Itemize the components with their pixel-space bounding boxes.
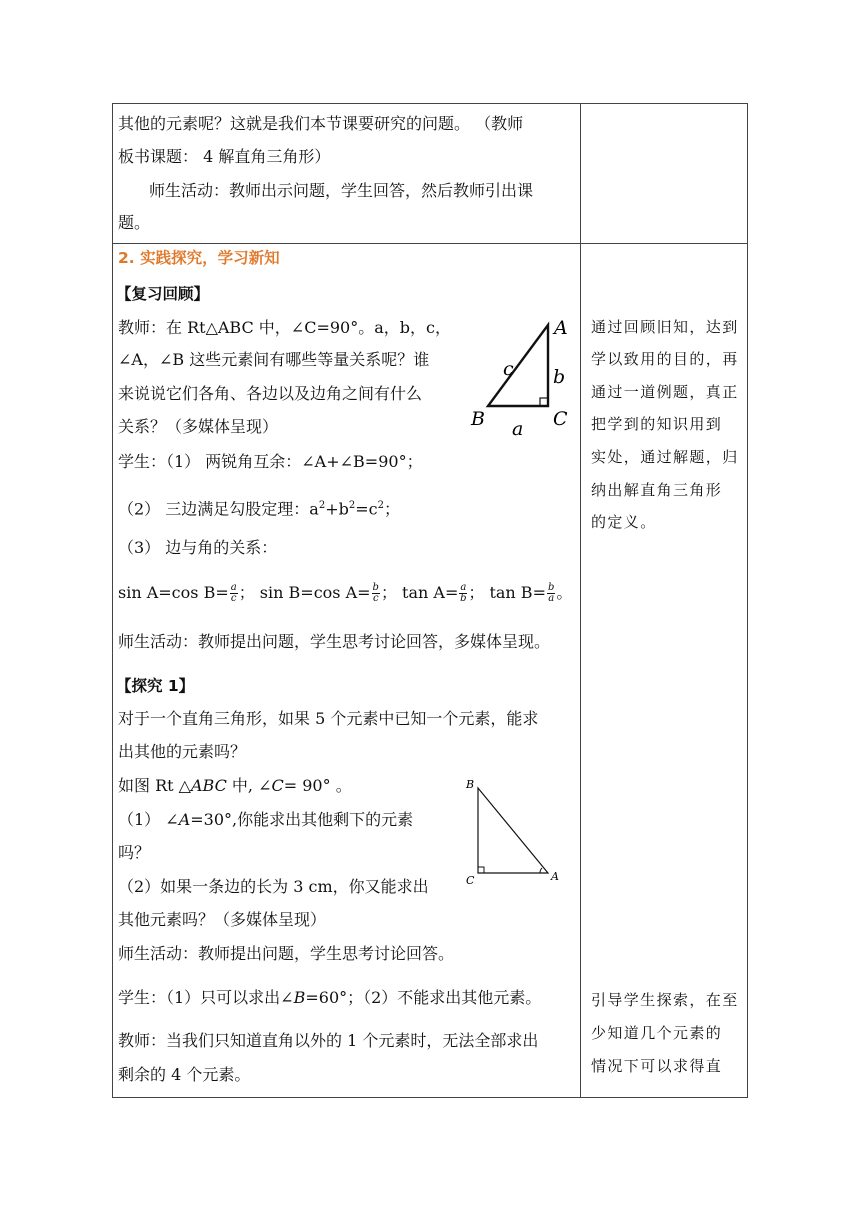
note1-line3: 通过一道例题，真正 bbox=[591, 383, 739, 401]
review-text-3: 来说说它们各角、各边以及边角之间有什么 bbox=[118, 384, 423, 403]
note1-line7: 的定义。 bbox=[591, 513, 657, 531]
note2-line3: 情况下可以求得直 bbox=[591, 1057, 723, 1075]
explore-heading: 【探究 1】 bbox=[116, 677, 195, 695]
vertex-label-B: B bbox=[471, 408, 485, 430]
vertex-label-A2: A bbox=[551, 870, 559, 883]
question-1-cont: 吗？ bbox=[118, 843, 151, 862]
vertex-label-C: C bbox=[553, 408, 568, 430]
activity-2: 师生活动：教师提出问题，学生思考讨论回答。 bbox=[118, 944, 455, 963]
row1-line4: 题。 bbox=[118, 213, 151, 232]
triangle-shape-1 bbox=[488, 325, 548, 406]
review-text-2: ∠A，∠B 这些元素间有哪些等量关系呢？谁 bbox=[118, 350, 430, 369]
row1-line2: 板书课题： 4 解直角三角形） bbox=[118, 147, 331, 166]
question-2-cont: 其他元素吗？（多媒体呈现） bbox=[118, 910, 327, 929]
note1-line5: 实处，通过解题，归 bbox=[591, 448, 739, 466]
vertex-label-A: A bbox=[554, 317, 568, 339]
triangle-shape-2 bbox=[478, 788, 548, 873]
triangle-figure-2 bbox=[460, 772, 570, 890]
question-1: （1） ∠A=30°,你能求出其他剩下的元素 bbox=[118, 810, 414, 829]
teacher-conclusion-2: 剩余的 4 个元素。 bbox=[118, 1065, 251, 1084]
column-divider bbox=[580, 104, 581, 1097]
student-answer-explore: 学生：（1）只可以求出∠B=60°；（2）不能求出其他元素。 bbox=[118, 988, 542, 1007]
review-text-4: 关系？（多媒体呈现） bbox=[118, 417, 279, 436]
student-answer-1: 学生：（1） 两锐角互余：∠A+∠B=90°； bbox=[118, 452, 423, 471]
note2-line2: 少知道几个元素的 bbox=[591, 1024, 723, 1042]
explore-text-3: 如图 Rt △ABC 中, ∠C= 90° 。 bbox=[118, 776, 352, 795]
fraction-b-over-c: $\frac{b}{c}$ bbox=[372, 582, 379, 604]
review-text-1: 教师：在 Rt△ABC 中，∠C=90°。a，b，c， bbox=[118, 318, 451, 337]
trig-formulas: sin A=cos B= $\frac{a}{c}$ ； sin B=cos A= $\frac{b}{c}$ ； tan A= $\frac{a}{b}$ ； tan B= $\frac{b}{a}$ 。 bbox=[118, 582, 573, 604]
note1-line2: 学以致用的目的，再 bbox=[591, 350, 739, 368]
side-label-c: c bbox=[503, 358, 514, 380]
explore-text-1: 对于一个直角三角形，如果 5 个元素中已知一个元素，能求 bbox=[118, 709, 539, 728]
note1-line6: 纳出解直角三角形 bbox=[591, 481, 723, 499]
triangle-figure-1 bbox=[466, 315, 576, 440]
right-angle-marker-1 bbox=[540, 398, 548, 406]
vertex-label-C2: C bbox=[466, 874, 475, 887]
note2-line1: 引导学生探索，在至 bbox=[591, 991, 739, 1009]
note1-line4: 把学到的知识用到 bbox=[591, 415, 723, 433]
note1-line1: 通过回顾旧知，达到 bbox=[591, 318, 739, 336]
review-heading: 【复习回顾】 bbox=[116, 285, 210, 303]
fraction-a-over-b: $\frac{a}{b}$ bbox=[460, 582, 467, 604]
question-2: （2）如果一条边的长为 3 cm，你又能求出 bbox=[118, 877, 429, 896]
section-heading: 2. 实践探究，学习新知 bbox=[118, 249, 280, 267]
explore-text-2: 出其他的元素吗？ bbox=[118, 742, 247, 761]
row1-line1: 其他的元素呢？这就是我们本节课要研究的问题。 （教师 bbox=[118, 114, 524, 133]
student-answer-3: （3） 边与角的关系： bbox=[118, 538, 278, 557]
activity-1: 师生活动：教师提出问题，学生思考讨论回答，多媒体呈现。 bbox=[118, 632, 551, 651]
row-divider bbox=[113, 243, 747, 244]
right-angle-marker-2 bbox=[478, 867, 484, 873]
teacher-conclusion-1: 教师：当我们只知道直角以外的 1 个元素时，无法全部求出 bbox=[118, 1031, 539, 1050]
angle-arc-A bbox=[540, 868, 542, 873]
fraction-a-over-c: $\frac{a}{c}$ bbox=[230, 582, 237, 604]
vertex-label-B2: B bbox=[466, 778, 475, 791]
student-answer-2: （2） 三边满足勾股定理：$a^2+b^2=c^2$； bbox=[118, 499, 400, 519]
side-label-b: b bbox=[553, 366, 566, 388]
fraction-b-over-a: $\frac{b}{a}$ bbox=[547, 582, 555, 604]
row1-line3: 师生活动：教师出示问题，学生回答，然后教师引出课 bbox=[149, 181, 534, 200]
side-label-a: a bbox=[512, 418, 524, 440]
